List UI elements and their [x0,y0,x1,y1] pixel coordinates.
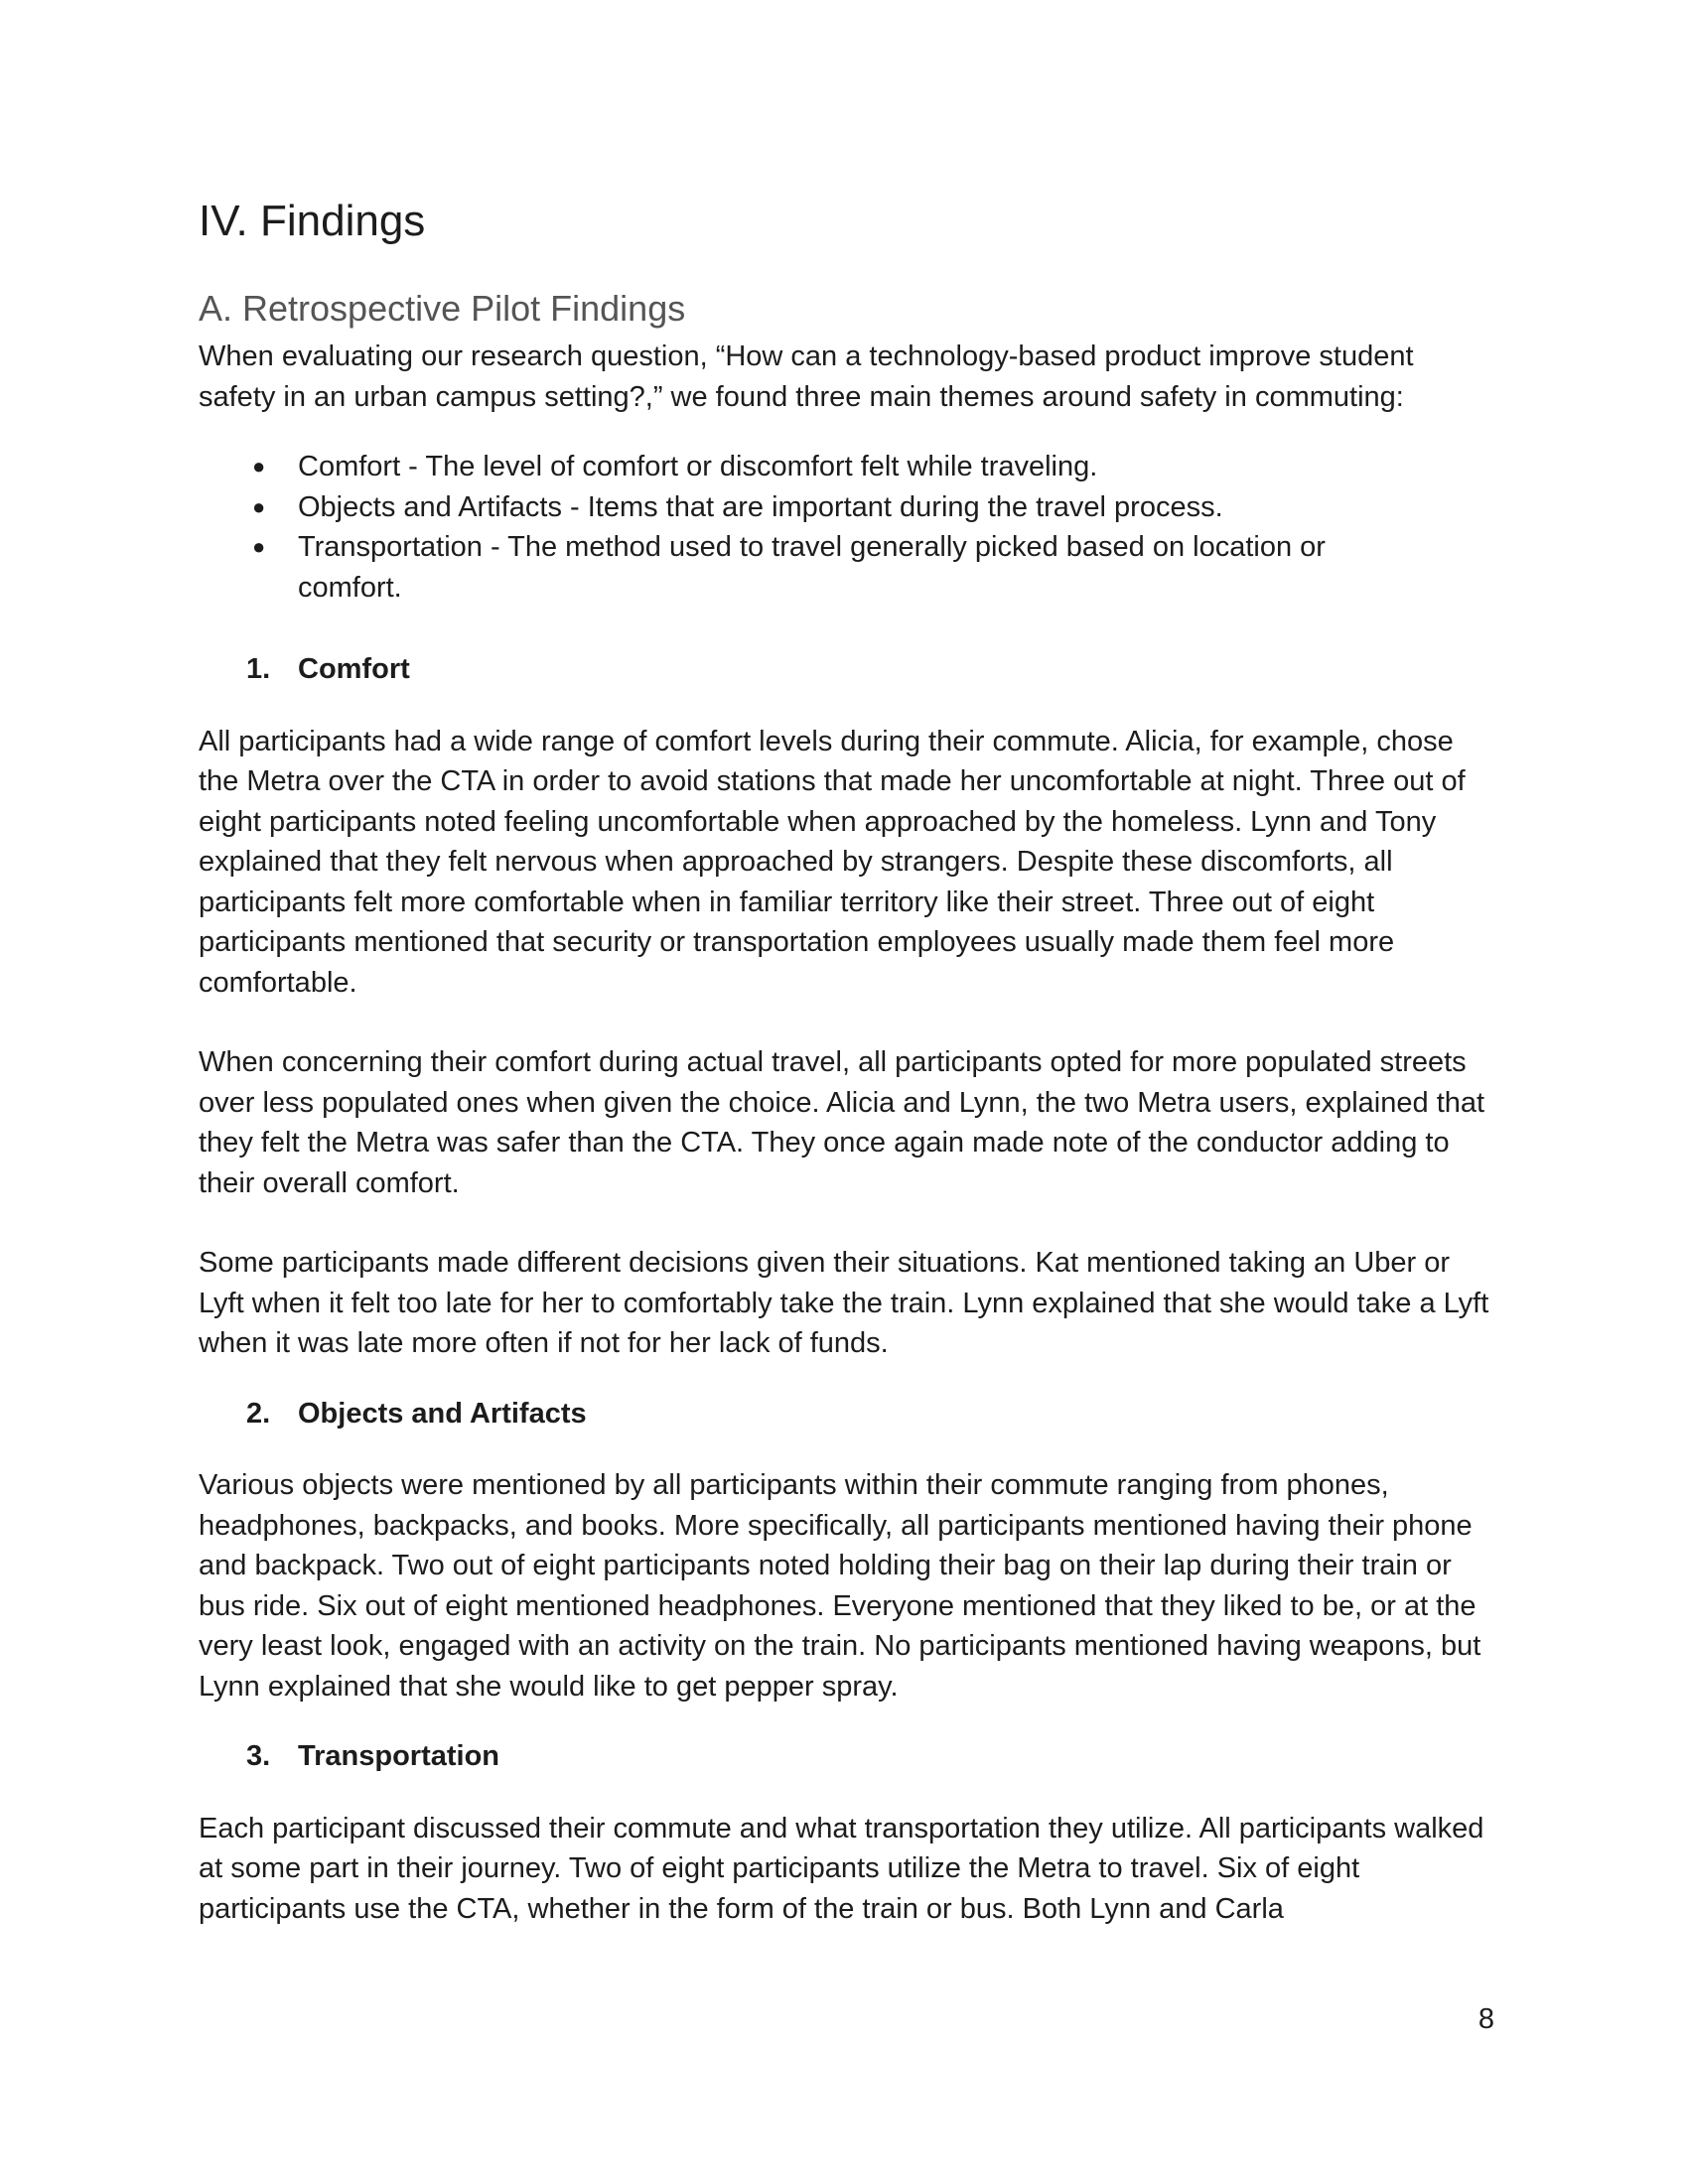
heading-number: 3. [246,1740,271,1772]
themes-list [199,447,1489,608]
list-item [199,447,1489,487]
heading-text: Comfort [298,653,410,685]
comfort-heading [199,649,1489,690]
comfort-paragraph-3: Some participants made different decisions given their situations. Kat mentioned taking an Uber or Lyft when it felt too late for her to comfortably take the train. Lynn explained that she would take a Lyft when it was late more often if not for her lack of funds. [199,1247,1489,1359]
intro-paragraph: When evaluating our research question, “How can a technology-based product improve student safety in an urban campus setting?,” we found three main themes around safety in commuting: [199,341,1414,413]
section-title: IV. Findings [199,197,426,245]
document-page [199,194,1489,1969]
bullet-icon: ● [252,493,266,519]
bullet-icon: ● [252,454,266,478]
list-item-text: Comfort - The level of comfort or discomfort felt while traveling. [298,451,1098,482]
heading-number: 2. [246,1397,271,1430]
transportation-heading [199,1736,1489,1777]
transportation-paragraph-1: Each participant discussed their commute and what transportation they utilize. All participants walked at some part in their journey. Two of eight participants utilize the Metra to travel. Six of eight participants use the CTA, whether in the form of the train or bus. Both Lynn and Carla [199,1812,1484,1925]
comfort-paragraph-1: All participants had a wide range of comfort levels during their commute. Alicia, for example, chose the Metra over the CTA in order to avoid stations that made her uncomfortable at night. Three out of eight participants noted feeling uncomfortable when approached by the homeless. Lynn and Tony explained that they felt nervous when approached by strangers. Despite these discomforts, all participants felt more comfortable when in familiar territory like their street. Three out of eight participants mentioned that security or transportation employees usually made them feel more comfortable. [199,725,1466,999]
heading-text: Transportation [298,1740,500,1772]
list-item-text: Objects and Artifacts - Items that are important during the travel process. [298,490,1223,523]
bullet-icon: ● [252,534,266,559]
heading-number: 1. [246,653,271,685]
subsection-title: A. Retrospective Pilot Findings [199,288,686,329]
list-item [199,487,1489,528]
objects-paragraph-1: Various objects were mentioned by all participants within their commute ranging from phones, headphones, backpacks, and books. More specifically, all participants mentioned having their phone and backpack. Two out of eight participants noted holding their bag on their lap during their train or bus ride. Six out of eight mentioned headphones. Everyone mentioned that they liked to be, or at the very least look, engaged with an activity on the train. No participants mentioned having weapons, but Lynn explained that she would like to get pepper spray. [199,1469,1481,1703]
comfort-paragraph-2: When concerning their comfort during actual travel, all participants opted for more populated streets over less populated ones when given the choice. Alicia and Lynn, the two Metra users, explained that they felt the Metra was safer than the CTA. They once again made note of the conductor adding to their overall comfort. [199,1046,1485,1199]
heading-text: Objects and Artifacts [298,1397,587,1430]
list-item [199,527,1489,608]
list-item-text: Transportation - The method used to travel generally picked based on location or comfort. [298,531,1326,604]
page-number: 8 [1477,2003,1494,2035]
objects-heading [199,1394,1489,1434]
